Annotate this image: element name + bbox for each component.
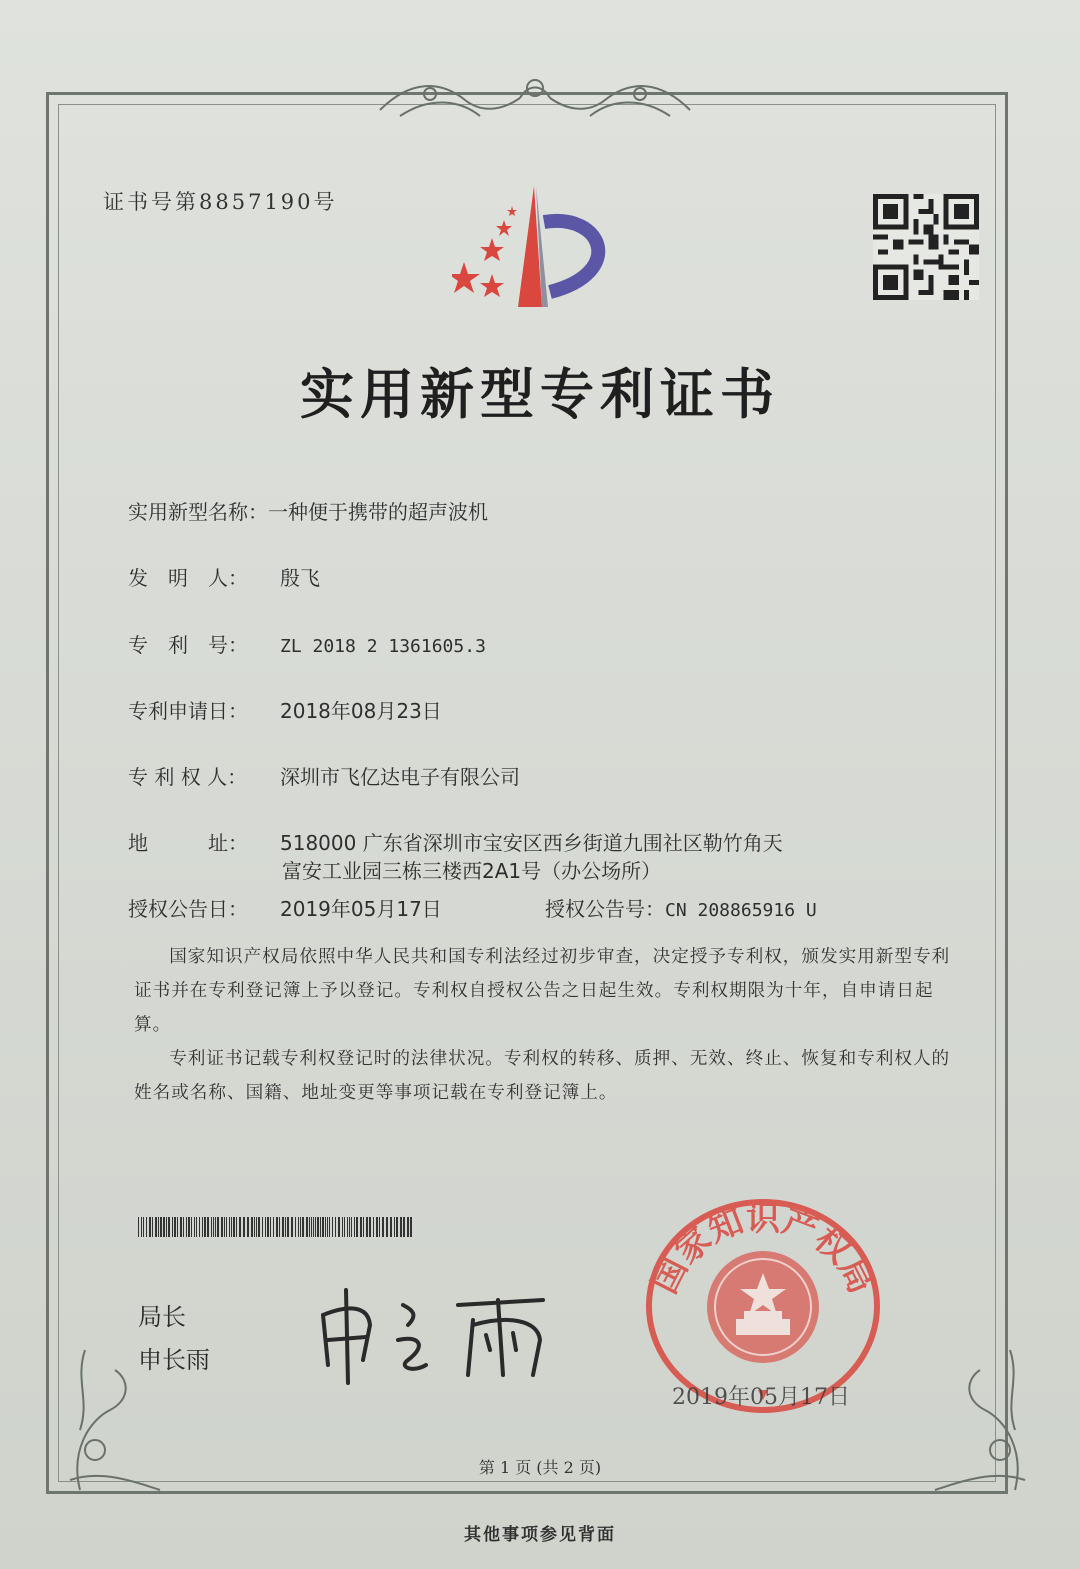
field-label: 专 利 号： xyxy=(128,633,248,657)
signatory-title: 局长 xyxy=(138,1303,186,1331)
statement-paragraph-2: 专利证书记载专利权登记时的法律状况。专利权的转移、质押、无效、终止、恢复和专利权人的姓名或名称、国籍、地址变更等事项记载在专利登记簿上。 xyxy=(134,1049,951,1103)
certificate-title: 实用新型专利证书 xyxy=(300,363,780,426)
field-label: 实用新型名称： xyxy=(128,500,268,524)
field-patent-number xyxy=(128,629,486,658)
seal-text: 国家知识产权局 xyxy=(644,1199,882,1300)
top-ornament-icon xyxy=(370,70,700,126)
field-label: 专 利 权 人： xyxy=(128,765,248,789)
field-filing-date xyxy=(128,695,442,724)
field-value: 2019年05月17日 xyxy=(280,897,442,921)
handwritten-signature-icon xyxy=(308,1285,558,1385)
field-patentee xyxy=(128,761,520,790)
field-label: 专利申请日： xyxy=(128,699,248,723)
field-address xyxy=(128,827,783,856)
barcode-icon xyxy=(138,1217,414,1237)
footer-note: 其他事项参见背面 xyxy=(464,1525,616,1545)
field-publication-number xyxy=(545,893,817,922)
patent-office-emblem-icon xyxy=(452,182,622,312)
field-label: 发 明 人： xyxy=(128,566,248,590)
field-label: 地 址： xyxy=(128,831,248,855)
page-number: 第 1 页 (共 2 页) xyxy=(478,1458,602,1477)
field-label: 授权公告日： xyxy=(128,897,248,921)
address-line-2: 富安工业园三栋三楼西2A1号（办公场所） xyxy=(282,859,662,883)
field-value: 深圳市飞亿达电子有限公司 xyxy=(280,765,520,789)
seal-date: 2019年05月17日 xyxy=(672,1385,850,1410)
qr-code-icon xyxy=(873,192,979,302)
field-value: CN 208865916 U xyxy=(665,900,817,921)
field-utility-model-name xyxy=(128,496,488,525)
certificate-number: 证书号第8857190号 xyxy=(103,190,338,214)
signatory-name: 申长雨 xyxy=(138,1346,210,1374)
field-value: 2018年08月23日 xyxy=(280,699,442,723)
statement-paragraph-1: 国家知识产权局依照中华人民共和国专利法经过初步审查，决定授予专利权，颁发实用新型专利证书并在专利登记簿上予以登记。专利权自授权公告之日起生效。专利权期限为十年，自申请日起算。 xyxy=(134,947,951,1035)
field-publication-date xyxy=(128,893,442,922)
field-value: ZL 2018 2 1361605.3 xyxy=(280,636,486,657)
field-value: 殷飞 xyxy=(280,566,320,590)
field-value: 一种便于携带的超声波机 xyxy=(268,500,488,524)
field-value: 518000 广东省深圳市宝安区西乡街道九围社区勒竹角天 xyxy=(280,831,783,855)
field-inventor xyxy=(128,562,320,591)
field-label: 授权公告号： xyxy=(545,897,665,921)
